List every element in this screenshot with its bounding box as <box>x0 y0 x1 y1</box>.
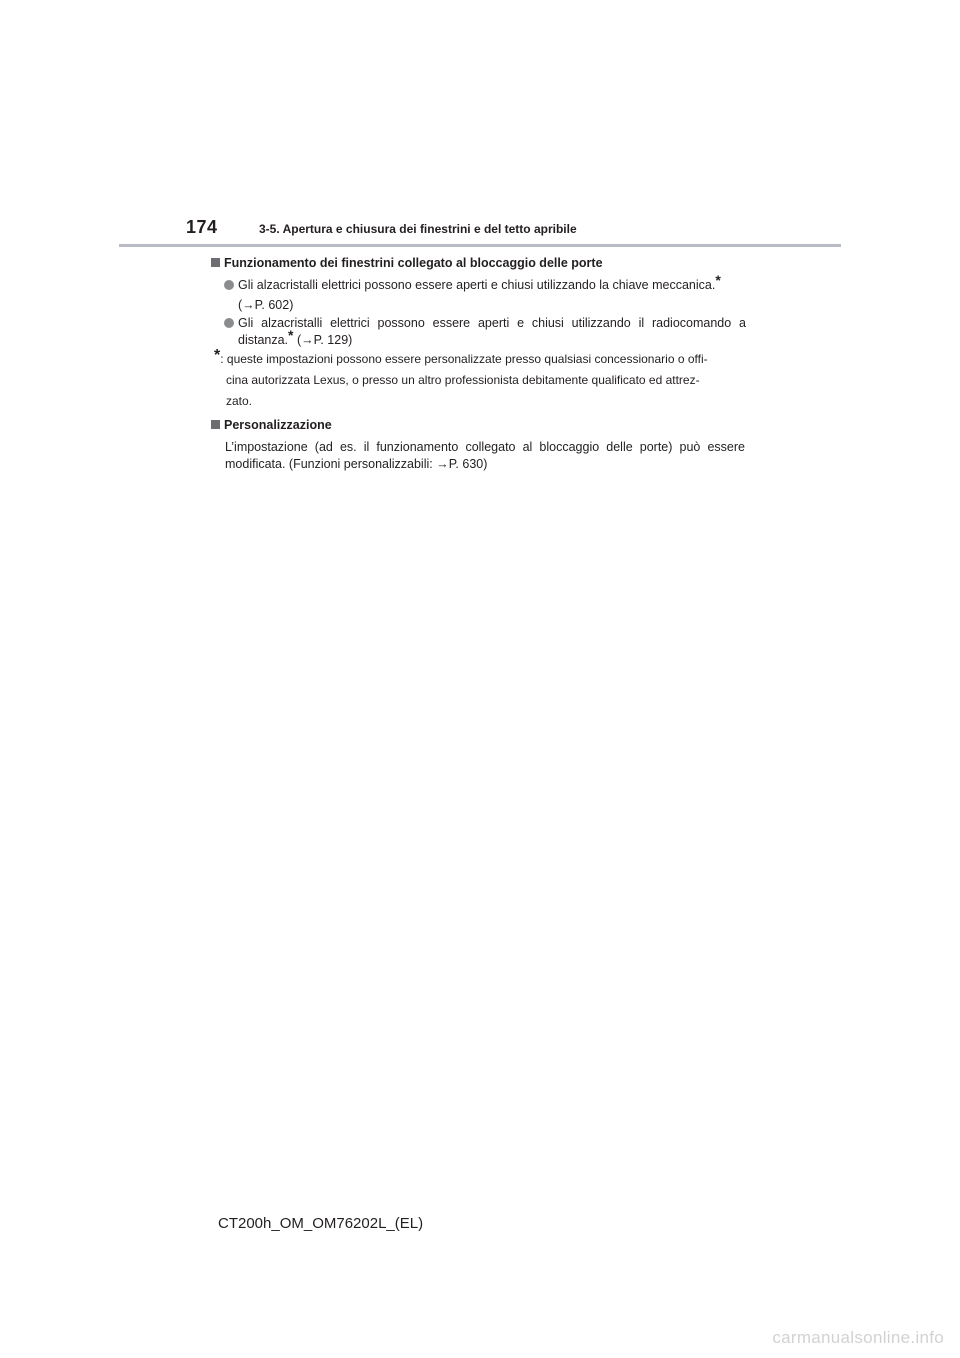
footnote-marker: * <box>214 347 221 364</box>
square-bullet-icon <box>211 420 220 429</box>
personalization-paragraph <box>225 439 745 473</box>
bullet-remote-control <box>224 315 746 349</box>
asterisk-marker: * <box>288 327 294 343</box>
heading-text: Personalizzazione <box>224 418 332 432</box>
watermark: carmanualsonline.info <box>772 1328 944 1347</box>
page-reference: (→P. 602) <box>238 298 294 312</box>
document-code: CT200h_OM_OM76202L_(EL) <box>218 1215 424 1232</box>
paragraph-line: modificata. (Funzioni personalizzabili: →P. 630) <box>225 457 488 471</box>
round-bullet-icon <box>224 280 234 290</box>
heading-text: Funzionamento dei finestrini collegato al bloccaggio delle porte <box>224 256 603 270</box>
page-reference: (→P. 129) <box>296 333 353 347</box>
bullet-text: Gli alzacristalli elettrici possono essere aperti e chiusi utilizzando la chiave meccanica. <box>238 278 716 292</box>
heading-personalization <box>211 418 332 432</box>
square-bullet-icon <box>211 258 220 267</box>
footnote-text: zato. <box>226 394 253 408</box>
bullet-text-cont: distanza. <box>238 333 289 347</box>
footnote-text: : queste impostazioni possono essere personalizzate presso qualsiasi concessionario o offi- <box>220 352 708 366</box>
page-number: 174 <box>186 217 218 237</box>
paragraph-line: L’impostazione (ad es. il funzionamento collegato al bloccaggio delle porte) può essere <box>225 440 745 454</box>
asterisk-marker: * <box>715 272 721 288</box>
round-bullet-icon <box>224 318 234 328</box>
bullet-text: Gli alzacristalli elettrici possono essere aperti e chiusi utilizzando il radiocomando a <box>238 316 746 330</box>
footnote <box>214 349 744 412</box>
heading-window-lock-operation <box>211 256 603 270</box>
header-divider <box>119 244 841 247</box>
footnote-text: cina autorizzata Lexus, o presso un altro professionista debitamente qualificato ed attrez- <box>226 373 700 387</box>
section-title: 3-5. Apertura e chiusura dei finestrini e del tetto apribile <box>259 222 577 236</box>
bullet-mechanical-key <box>224 272 746 314</box>
